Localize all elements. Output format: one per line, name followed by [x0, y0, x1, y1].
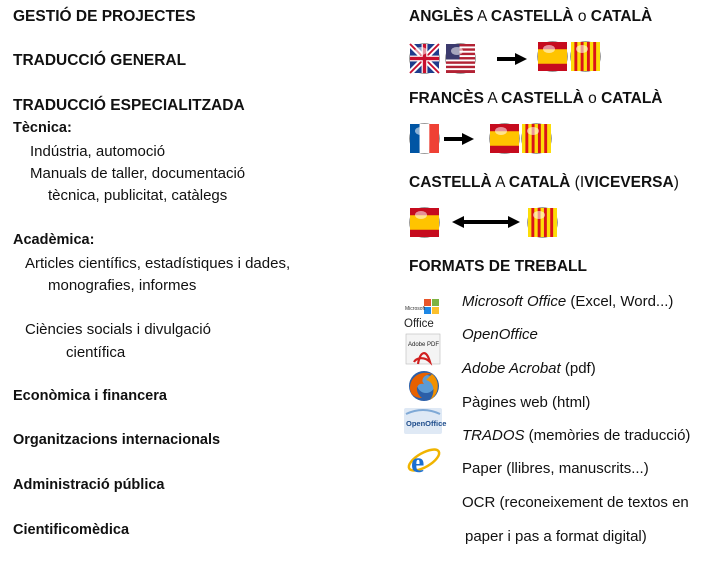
pair2-to2: CATALÀ	[601, 90, 663, 107]
pair1-o: o	[577, 8, 587, 25]
microsoft-office-icon	[404, 297, 440, 333]
pair3-heading	[409, 174, 679, 192]
academica-line4: científica	[66, 344, 126, 361]
arrow-right-icon	[497, 53, 527, 65]
tecnica-line3: tècnica, publicitat, catàlegs	[48, 187, 228, 204]
spain-flag-icon	[490, 124, 519, 153]
format-acrobat	[462, 360, 596, 377]
double-arrow-icon	[452, 216, 520, 228]
pair1-to2: CATALÀ	[590, 8, 653, 25]
trados-name: TRADOS	[462, 427, 525, 444]
pair3-paren-open: (I	[574, 174, 585, 191]
academica-line2: monografies, informes	[48, 277, 197, 294]
office-name: Microsoft Office	[462, 293, 567, 310]
pair2-o: o	[588, 90, 597, 107]
academica-line1: Articles científics, estadístiques i dades,	[25, 255, 291, 272]
format-trados	[462, 427, 690, 444]
format-web: Pàgines web (html)	[462, 394, 591, 411]
catalonia-flag-icon	[571, 42, 600, 71]
format-paper: Paper (llibres, manuscrits...)	[462, 460, 649, 477]
academica-line3: Ciències socials i divulgació	[25, 321, 211, 338]
us-flag-icon	[446, 44, 475, 73]
spain-flag-icon	[410, 208, 439, 237]
format-office	[462, 293, 673, 310]
format-ocr-line2: paper i pas a format digital)	[465, 528, 647, 545]
svg-text:Office: Office	[404, 318, 434, 330]
svg-text:Adobe PDF: Adobe PDF	[408, 342, 440, 348]
uk-flag-icon	[410, 44, 439, 73]
format-openoffice: OpenOffice	[462, 326, 538, 343]
pair1-a: A	[477, 8, 487, 25]
pair2-to1: CASTELLÀ	[501, 90, 584, 107]
pair3-from: CASTELLÀ	[409, 174, 492, 191]
pair2-a: A	[487, 90, 497, 107]
heading-economica: Econòmica i financera	[13, 388, 167, 404]
arrow-right-icon	[444, 133, 474, 145]
pair3-to1: CATALÀ	[508, 174, 571, 191]
internet-explorer-icon	[406, 442, 442, 478]
office-rest: (Excel, Word...)	[566, 293, 674, 310]
pair1-to1: CASTELLÀ	[490, 8, 574, 25]
heading-cientificomedica: Cientificomèdica	[13, 522, 130, 538]
heading-traduccio-especialitzada: TRADUCCIÓ ESPECIALITZADA	[13, 97, 245, 114]
academica-heading: Acadèmica:	[13, 232, 95, 248]
pair1-heading	[409, 8, 652, 26]
pair3-a: A	[495, 174, 505, 191]
spain-flag-icon	[538, 42, 567, 71]
firefox-icon	[406, 368, 442, 404]
tecnica-line1: Indústria, automoció	[30, 143, 166, 160]
catalonia-flag-icon	[528, 208, 557, 237]
format-ocr-line1: OCR (reconeixement de textos en	[462, 494, 689, 511]
formats-heading: FORMATS DE TREBALL	[409, 258, 587, 275]
pair2-heading	[409, 90, 663, 108]
acrobat-rest: (pdf)	[560, 360, 596, 377]
acrobat-name: Adobe Acrobat	[462, 360, 561, 377]
svg-text:Microsoft: Microsoft	[405, 306, 426, 312]
france-flag-icon	[410, 124, 439, 153]
trados-rest: (memòries de traducció)	[524, 427, 691, 444]
pair1-from: ANGLÈS	[409, 8, 474, 25]
catalonia-flag-icon	[522, 124, 551, 153]
openoffice-icon	[404, 404, 447, 440]
pair2-from: FRANCÈS	[409, 90, 484, 107]
svg-text:OpenOffice: OpenOffice	[406, 419, 447, 428]
heading-traduccio-general: TRADUCCIÓ GENERAL	[13, 52, 187, 69]
adobe-pdf-icon	[406, 332, 442, 368]
svg-text:e: e	[411, 446, 425, 479]
heading-gestio: GESTIÓ DE PROJECTES	[13, 8, 196, 25]
pair3-vice: VICEVERSA	[584, 174, 674, 191]
pair3-paren-close: )	[673, 174, 679, 191]
heading-administracio: Administració pública	[13, 477, 165, 493]
tecnica-line2: Manuals de taller, documentació	[30, 165, 246, 182]
heading-organitzacions: Organitzacions internacionals	[13, 432, 221, 448]
tecnica-heading: Tècnica:	[13, 120, 72, 136]
